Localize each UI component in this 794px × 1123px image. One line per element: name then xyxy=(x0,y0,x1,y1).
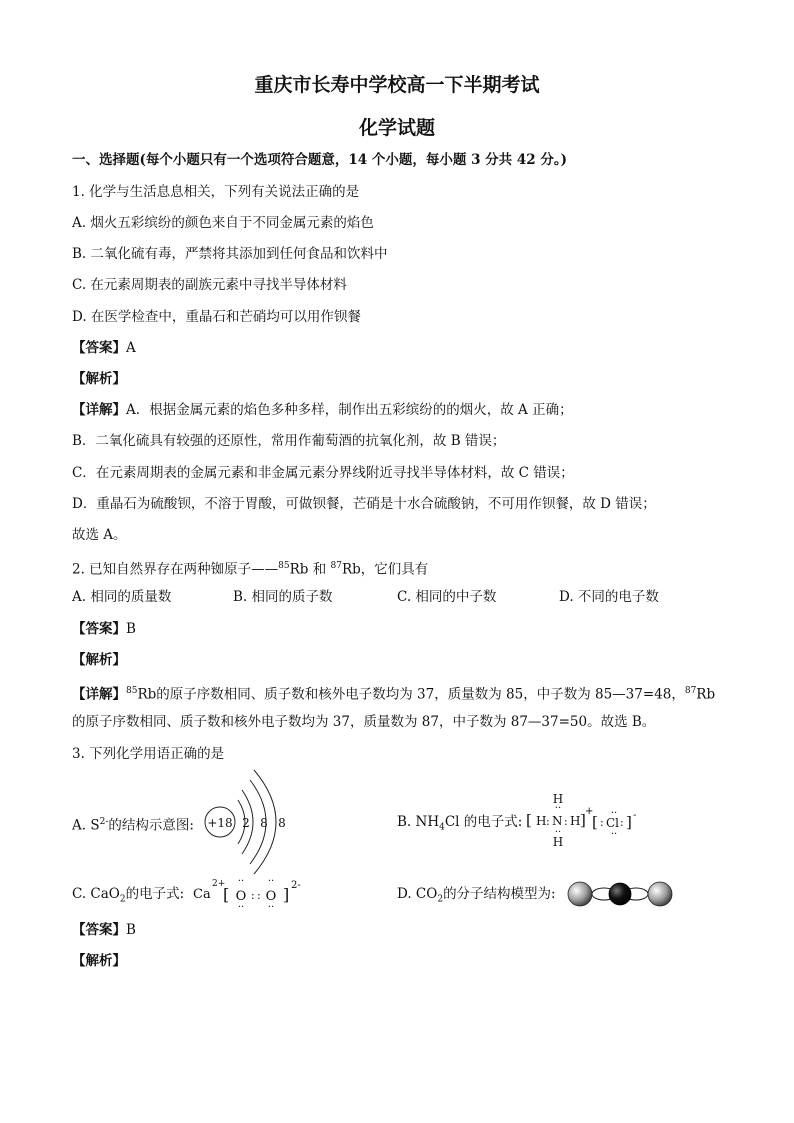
co2-ball-model xyxy=(566,880,674,908)
q2-analysis-tag: 【解析】 xyxy=(72,652,126,668)
oxygen-atom-left xyxy=(568,882,592,906)
carbon-atom xyxy=(609,883,631,905)
q2-stem-tail: ，它们具有 xyxy=(360,561,429,578)
mass-number-85: 85 xyxy=(278,561,290,571)
subscript: 2 xyxy=(119,894,126,905)
subscript: 2 xyxy=(437,894,444,905)
q3-stem: 3. 下列化学用语正确的是 xyxy=(72,746,225,762)
svg-text:H: H xyxy=(552,835,564,849)
option-label: B. NH xyxy=(397,814,440,830)
svg-text:··: ·· xyxy=(554,827,562,838)
element-symbol: Rb xyxy=(289,561,309,578)
q1-answer xyxy=(72,339,136,357)
option-suffix: 的分子结构模型为: xyxy=(443,886,556,902)
svg-text:H: H xyxy=(552,792,564,806)
q1-option-b: B. 二氧化硫有毒，严禁将其添加到任何食品和饮料中 xyxy=(72,246,388,262)
detail-text: 的原子序数相同、质子数和核外电子数均为 37，质量数为 85，中子数为 85—37=48， xyxy=(156,686,685,703)
q2-answer xyxy=(72,620,136,638)
svg-text:H: H xyxy=(570,814,581,828)
svg-text:]: ] xyxy=(580,811,586,829)
svg-text:O: O xyxy=(265,889,277,904)
svg-text::: : xyxy=(546,815,550,828)
conjunction: 和 xyxy=(308,561,331,578)
mass-number-85: 85 xyxy=(126,686,138,696)
svg-text:2+: 2+ xyxy=(212,879,226,889)
answer-value: B xyxy=(126,621,136,637)
svg-text:··: ·· xyxy=(267,902,275,913)
q1-option-d: D. 在医学检查中，重晶石和芒硝均可以用作钡餐 xyxy=(72,309,361,325)
svg-text:O: O xyxy=(235,889,247,904)
cao2-electron-formula xyxy=(191,870,306,914)
option-label: D. CO xyxy=(397,886,438,902)
answer-value: B xyxy=(126,922,136,938)
svg-text:Ca: Ca xyxy=(193,887,211,902)
svg-text:··: ·· xyxy=(237,902,245,913)
svg-text:[: [ xyxy=(526,811,532,829)
svg-text:+: + xyxy=(585,806,594,817)
svg-text:Cl: Cl xyxy=(606,816,620,830)
subscript: 4 xyxy=(439,822,445,833)
option-label: C. CaO xyxy=(72,886,120,902)
q3-option-a-label xyxy=(72,813,194,835)
q1-detail-4: D．重晶石为硫酸钡，不溶于胃酸，可做钡餐，芒硝是十水合硫酸钠，不可用作钡餐，故 D 错误； xyxy=(72,496,656,512)
q3-option-b-label xyxy=(397,813,522,837)
ion-charge: 2- xyxy=(99,817,109,827)
svg-text::: : xyxy=(257,889,261,902)
shell-electrons-3: 8 xyxy=(278,816,286,830)
element-symbol: Rb xyxy=(341,561,361,578)
mass-number-87: 87 xyxy=(684,686,697,696)
q3-option-c-label xyxy=(72,885,184,909)
svg-text::: : xyxy=(251,889,255,902)
svg-text:··: ·· xyxy=(267,876,275,887)
q1-stem: 1. 化学与生活息息相关，下列有关说法正确的是 xyxy=(72,184,360,200)
svg-text:··: ·· xyxy=(610,829,618,840)
option-suffix: 的结构示意图: xyxy=(108,817,194,834)
element-symbol: Rb xyxy=(137,686,157,703)
answer-tag: 【答案】 xyxy=(72,621,126,637)
option-suffix: Cl 的电子式: xyxy=(444,814,523,830)
svg-text:-: - xyxy=(633,810,637,821)
answer-tag: 【答案】 xyxy=(72,922,126,938)
q1-option-c: C. 在元素周期表的副族元素中寻找半导体材料 xyxy=(72,277,347,293)
q3-analysis-tag: 【解析】 xyxy=(72,953,126,969)
q1-detail-1 xyxy=(72,401,573,419)
svg-text:2-: 2- xyxy=(291,880,301,891)
option-label: A. S xyxy=(72,817,100,834)
detail-text: A．根据金属元素的焰色多种多样，制作出五彩缤纷的的烟火，故 A 正确； xyxy=(126,402,573,418)
nucleus-charge: +18 xyxy=(207,816,233,830)
q3-option-d-label xyxy=(397,885,556,909)
q2-option-c: C. 相同的中子数 xyxy=(397,589,497,605)
svg-text:]: ] xyxy=(626,813,632,831)
detail-tag: 【详解】 xyxy=(72,686,126,703)
svg-text:N: N xyxy=(552,814,563,828)
svg-text:··: ·· xyxy=(554,803,562,814)
svg-text:]: ] xyxy=(283,885,290,904)
answer-tag: 【答案】 xyxy=(72,340,126,356)
svg-text:··: ·· xyxy=(237,876,245,887)
q2-option-a: A. 相同的质量数 xyxy=(72,589,172,605)
element-symbol: Rb xyxy=(696,686,716,703)
oxygen-atom-right xyxy=(648,882,672,906)
q1-detail-5: 故选 A。 xyxy=(72,527,127,543)
nh4cl-electron-formula xyxy=(524,790,644,850)
svg-text:[: [ xyxy=(223,885,230,904)
q2-option-d: D. 不同的电子数 xyxy=(559,589,659,605)
q1-option-a: A. 烟火五彩缤纷的颜色来自于不同金属元素的焰色 xyxy=(72,215,374,231)
q2-stem xyxy=(72,557,428,579)
q2-stem-text: 2. 已知自然界存在两种铷原子—— xyxy=(72,561,279,578)
shell-electrons-1: 2 xyxy=(242,816,250,830)
svg-text::: : xyxy=(620,816,624,829)
section-heading: 一、选择题(每个小题只有一个选项符合题意，14 个小题，每小题 3 分共 42 分。) xyxy=(72,152,567,168)
option-suffix: 的电子式: xyxy=(125,886,185,902)
detail-tag: 【详解】 xyxy=(72,402,126,418)
svg-text::: : xyxy=(600,816,604,829)
atomic-structure-diagram xyxy=(198,765,308,877)
q1-analysis-tag: 【解析】 xyxy=(72,371,126,387)
svg-text:H: H xyxy=(536,814,547,828)
svg-text:··: ·· xyxy=(610,808,618,819)
answer-value: A xyxy=(126,340,136,356)
q2-detail-1 xyxy=(72,682,715,704)
subject-title: 化学试题 xyxy=(358,117,435,139)
q3-answer xyxy=(72,921,136,939)
svg-text:[: [ xyxy=(592,813,598,831)
svg-text::: : xyxy=(564,815,568,828)
q1-detail-2: B．二氧化硫具有较强的还原性，常用作葡萄酒的抗氧化剂，故 B 错误； xyxy=(72,433,506,449)
q2-option-b: B. 相同的质子数 xyxy=(233,589,333,605)
shell-electrons-2: 8 xyxy=(260,816,268,830)
q1-detail-3: C．在元素周期表的金属元素和非金属元素分界线附近寻找半导体材料，故 C 错误； xyxy=(72,465,574,481)
mass-number-87: 87 xyxy=(330,561,342,571)
exam-title: 重庆市长寿中学校高一下半期考试 xyxy=(254,74,540,96)
q2-detail-2: 的原子序数相同、质子数和核外电子数均为 37，质量数为 87，中子数为 87—37=50。故选 B。 xyxy=(72,714,656,730)
